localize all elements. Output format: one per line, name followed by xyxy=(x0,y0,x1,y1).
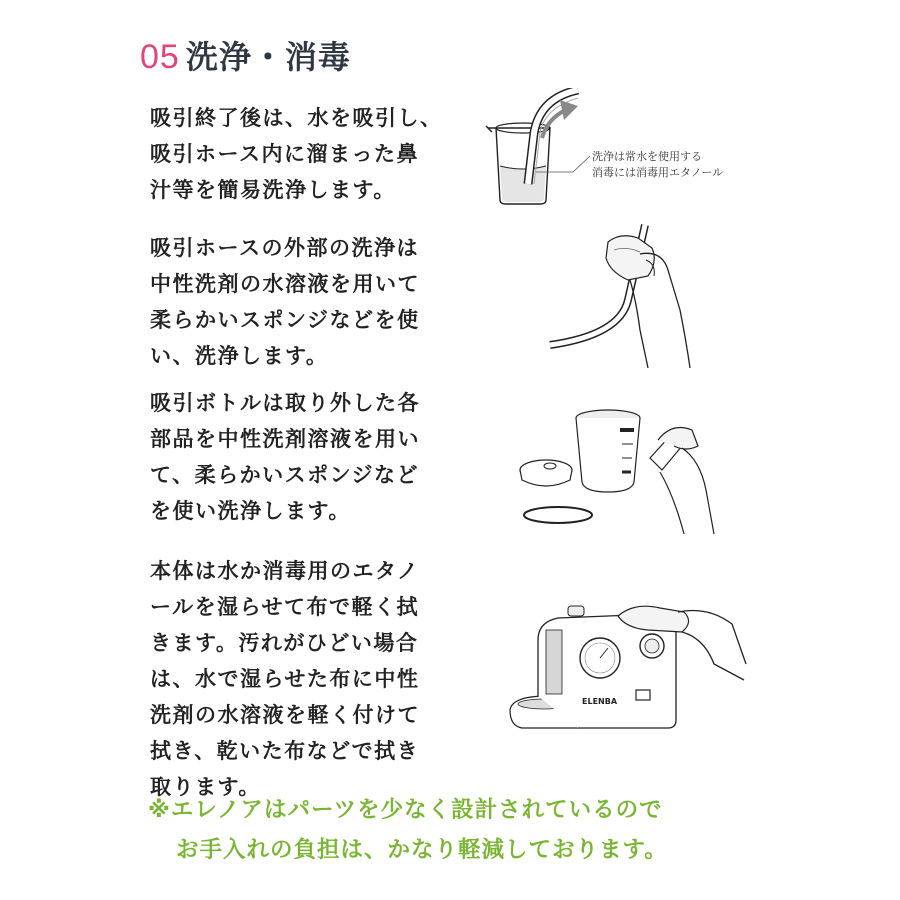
footer-note xyxy=(148,790,868,870)
section-heading xyxy=(140,32,351,82)
section-title: 洗浄・消毒 xyxy=(185,38,351,76)
step-3-text: 吸引ボトルは取り外した各 部品を中性洗剤溶液を用い て、柔らかいスポンジなど を使い洗浄します。 xyxy=(150,391,420,523)
step-1-text: 吸引終了後は、水を吸引し、 吸引ホース内に溜まった鼻 汁等を簡易洗浄します。 xyxy=(150,106,443,202)
device-brand-label: ELENBA xyxy=(582,697,618,706)
step-2-text: 吸引ホースの外部の洗浄は 中性洗剤の水溶液を用いて 柔らかいスポンジなどを使 い、洗浄します。 xyxy=(150,236,420,368)
footer-note-line-1: ※エレノアはパーツを少なく設計されているので xyxy=(148,797,663,823)
beaker-suction-illustration xyxy=(478,88,768,213)
callout-line-2: 消毒には消毒用エタノール xyxy=(592,166,724,179)
footer-note-line-2: お手入れの負担は、かなり軽減しております。 xyxy=(176,837,668,863)
bottle-parts-illustration xyxy=(510,400,730,535)
section-number: 05 xyxy=(140,38,180,76)
device-wiping-illustration xyxy=(508,600,748,735)
callout-line-1: 洗浄は常水を使用する xyxy=(592,150,702,163)
step-4-text: 本体は水か消毒用のエタノ ールを湿らせて布で軽く拭 きます。汚れがひどい場合 は、水で湿らせた布に中性 洗剤の水溶液を軽く付けて 拭き、乾いた布などで拭き 取ります。 xyxy=(150,559,420,799)
hose-wiping-illustration xyxy=(540,220,700,370)
